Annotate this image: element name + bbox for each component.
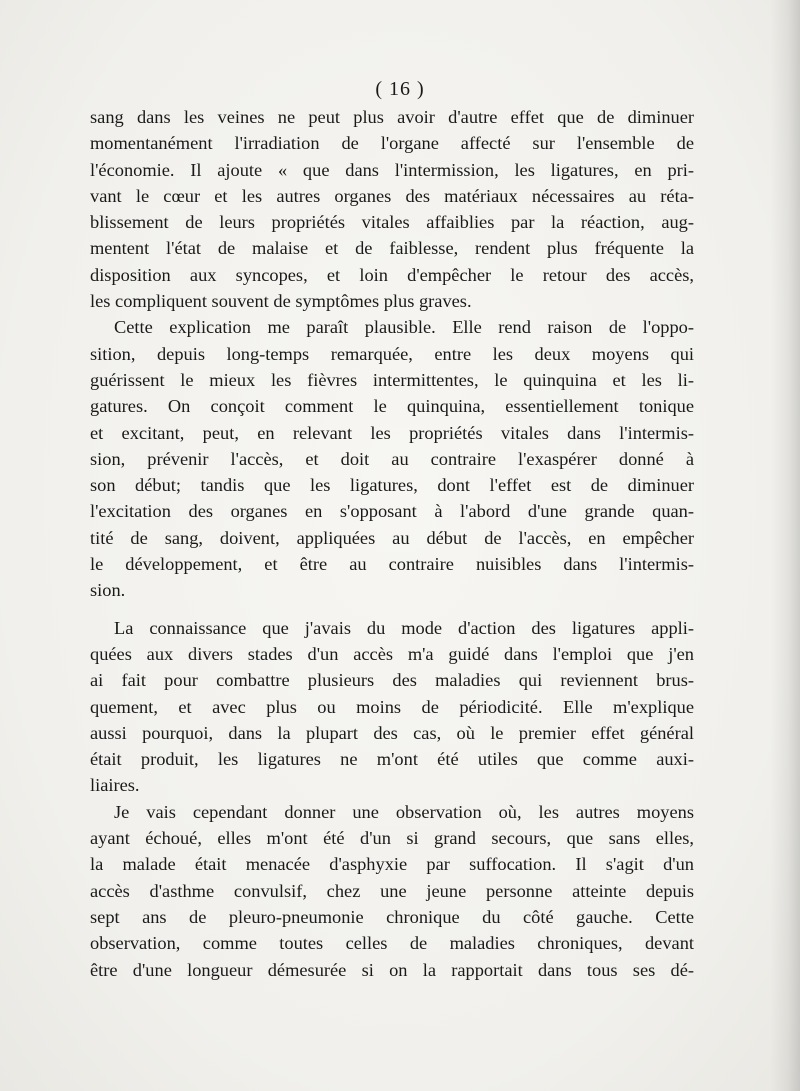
text-line: sept ans de pleuro-pneumonie chronique du côté gauche. Cette xyxy=(90,906,694,927)
body-text xyxy=(90,104,694,983)
text-line: momentanément l'irradiation de l'organe affecté sur l'ensemble de xyxy=(90,133,694,154)
paragraph xyxy=(90,615,694,799)
text-line: l'économie. Il ajoute « que dans l'intermission, les ligatures, en pri- xyxy=(90,159,694,180)
text-line: Cette explication me paraît plausible. Elle rend raison de l'oppo- xyxy=(114,317,694,338)
text-line: et excitant, peut, en relevant les propriétés vitales dans l'intermis- xyxy=(90,422,694,443)
text-line: tité de sang, doivent, appliquées au début de l'accès, en empêcher xyxy=(90,527,694,548)
paragraph-gap xyxy=(90,604,694,615)
text-line: liaires. xyxy=(90,775,140,796)
text-line: La connaissance que j'avais du mode d'action des ligatures appli- xyxy=(114,617,694,638)
paragraph xyxy=(90,104,694,314)
text-line: blissement de leurs propriétés vitales affaiblies par la réaction, aug- xyxy=(90,212,694,233)
text-line: vant le cœur et les autres organes des matériaux nécessaires au réta- xyxy=(90,185,694,206)
text-line: quement, et avec plus ou moins de périodicité. Elle m'explique xyxy=(90,696,694,717)
text-line: ayant échoué, elles m'ont été d'un si grand secours, que sans elles, xyxy=(90,828,694,849)
text-line: gatures. On conçoit comment le quinquina, essentiellement tonique xyxy=(90,396,694,417)
text-line: quées aux divers stades d'un accès m'a guidé dans l'emploi que j'en xyxy=(90,643,694,664)
text-line: être d'une longueur démesurée si on la rapportait dans tous ses dé- xyxy=(90,959,694,980)
text-line: sition, depuis long-temps remarquée, entre les deux moyens qui xyxy=(90,343,694,364)
text-line: accès d'asthme convulsif, chez une jeune personne atteinte depuis xyxy=(90,880,694,901)
text-line: sang dans les veines ne peut plus avoir d'autre effet que de diminuer xyxy=(90,107,694,127)
paragraph xyxy=(90,799,694,983)
page-number: ( 16 ) xyxy=(375,78,425,100)
page-edge-shadow xyxy=(770,0,800,1091)
text-line: observation, comme toutes celles de maladies chroniques, devant xyxy=(90,933,694,954)
text-line: mentent l'état de malaise et de faiblesse, rendent plus fréquente la xyxy=(90,238,694,259)
text-line: disposition aux syncopes, et loin d'empêcher le retour des accès, xyxy=(90,264,694,285)
paragraph xyxy=(90,314,694,603)
text-line: était produit, les ligatures ne m'ont été utiles que comme auxi- xyxy=(90,749,694,770)
text-line: sion, prévenir l'accès, et doit au contraire l'exaspérer donné à xyxy=(90,448,694,469)
text-line: la malade était menacée d'asphyxie par suffocation. Il s'agit d'un xyxy=(90,854,694,875)
text-line: sion. xyxy=(90,580,126,601)
text-line: ai fait pour combattre plusieurs des maladies qui reviennent brus- xyxy=(90,670,694,691)
text-line: l'excitation des organes en s'opposant à l'abord d'une grande quan- xyxy=(90,501,694,522)
text-line: Je vais cependant donner une observation où, les autres moyens xyxy=(114,801,694,822)
text-line: son début; tandis que les ligatures, dont l'effet est de diminuer xyxy=(90,475,694,496)
text-line: aussi pourquoi, dans la plupart des cas, où le premier effet général xyxy=(90,722,694,743)
text-line: le développement, et être au contraire nuisibles dans l'intermis- xyxy=(90,554,694,575)
text-line: les compliquent souvent de symptômes plus graves. xyxy=(90,291,472,312)
text-line: guérissent le mieux les fièvres intermittentes, le quinquina et les li- xyxy=(90,369,694,390)
